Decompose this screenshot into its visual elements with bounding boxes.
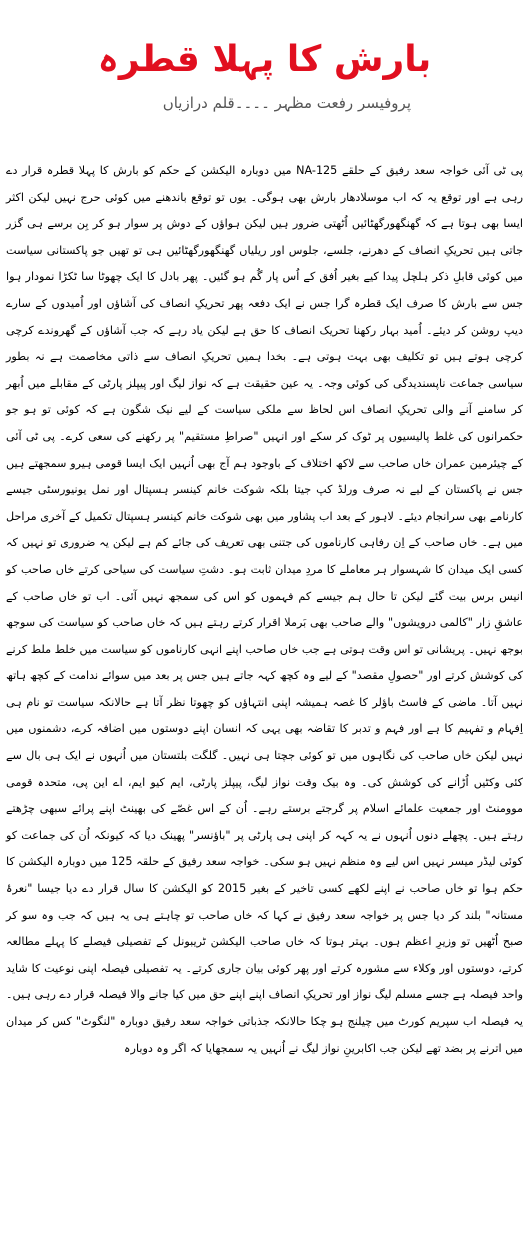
article-body <box>6 158 523 1062</box>
article-body-text: پی ٹی آئی خواجہ سعد رفیق کے حلقے NA-125 میں دوبارہ الیکشن کے حکم کو بارش کا پہلا قطرہ قرار دے رہی ہے اور توقع یہ کہ اب موسلادھار بارش بھی ہوگی۔ یوں تو توقع باندھنے میں کوئی حرج نہیں لیکن اکثر ایسا بھی ہوتا ہے کہ گھنگھورگھٹائیں اُٹھتی ضرور ہیں لیکن ہواؤں کے دوش پر سوار ہو کر بِن برسے ہی گزر جاتی ہیں تحریکِ انصاف کے دھرنے، جلسے، جلوس اور ریلیاں گھنگھورگھٹائیں ہی تو تھیں جو پاکستانی سیاست میں کوئی قابلِ ذکر ہلچل پیدا کیے بغیر اُفق کے اُس پار گُم ہو گئیں۔ پھر بادل کا ایک چھوٹا سا ٹکڑا نمودار ہوا جس سے بارش کا صرف ایک قطرہ گرا جس نے ایک دفعہ پھر تحریکِ انصاف کی آشاؤں اور اُمیدوں کے سارے دیپ روشن کر دیئے۔ اُمید بہار رکھنا تحریک انصاف کا حق ہے لیکن یاد رہے کہ جب آشاؤں کے گھروندے کرچی کرچی ہوتے ہیں تو تکلیف بھی بہت ہوتی ہے۔ بخدا ہمیں تحریکِ انصاف سے ذاتی مخاصمت ہے نہ بطور سیاسی جماعت ناپسندیدگی کی کوئی وجہ۔ یہ عین حقیقت ہے کہ نواز لیگ اور پیپلز پارٹی کے مقابلے میں اُبھر کر سامنے آنے والی تحریکِ انصاف اس لحاظ سے ملکی سیاست کے لیے نیک شگون ہے کہ کوئی تو ہو جو حکمرانوں کی غلط پالیسیوں پر ٹوک کر سکے اور انہیں "صراطِ مستقیم" پر رکھنے کی سعی کرے۔ پی ٹی آئی کے چیئرمین عمران خاں صاحب سے لاکھ اختلاف کے باوجود ہم آج بھی اُنہیں ایک ایسا قومی ہیرو سمجھتے ہیں جس نے پاکستان کے لیے نہ صرف ورلڈ کپ جیتا بلکہ شوکت خانم کینسر ہسپتال اور نمل یونیورسٹی جیسے کارنامے بھی سرانجام دیئے۔ لاہور کے بعد اب پشاور میں بھی شوکت خانم کینسر ہسپتال تکمیل کے آخری مراحل میں ہے۔ خاں صاحب کے اِن رفاہی کارناموں کی جتنی بھی تعریف کی جائے کم ہے لیکن یہ ضروری تو نہیں کہ کسی ایک میدان کا شہسوار ہر معاملے کا مردِ میدان ثابت ہو۔ دشتِ سیاست کی سیاحی کرتے خاں صاحب کو انیس برس بیت گئے لیکن تا حال ہم جیسے کم فہموں کو اس کی سمجھ نہیں آئی۔ اب تو خاں صاحب کے عاشقِ زار "کالمی درویشوں" والے صاحب بھی بَرملا اقرار کرتے رہتے ہیں کہ خاں صاحب کو سیاست کی سوجھ بوجھ نہیں۔ پریشانی تو اس وقت ہوتی ہے جب خاں صاحب اپنے انہی کارناموں کو سیاست میں خلط ملط کرنے کی کوشش کرتے اور "حصولِ مقصد" کے لیے وہ کچھ کہہ جاتے ہیں جس پر بعد میں سوائے ندامت کے کچھ ہاتھ نہیں آتا۔ ماضی کے فاسٹ باؤلر کا غصہ ہمیشہ اپنی انتہاؤں کو چھوتا نظر آتا ہے حالانکہ سیاست تو نام ہی اِفہام و تفہیم کا ہے اور فہم و تدبر کا تقاضہ بھی یہی کہ انسان اپنے دوستوں میں اضافہ کرے، دشمنوں میں نہیں لیکن خاں صاحب کی نگاہوں میں تو کوئی جچتا ہی نہیں۔ گلگت بلتستان میں اُنہوں نے ایک ہی بال سے کئی وکٹیں اُڑانے کی کوشش کی۔ وہ بیک وقت نواز لیگ، پیپلز پارٹی، ایم کیو ایم، اے این پی، متحدہ قومی موومنٹ اور جمعیت علمائے اسلام پر گرجتے برستے رہے۔ اُن کے اس غصّے کی بھینٹ اپنے پرائے سبھی چڑھتے رہتے ہیں۔ پچھلے دنوں اُنہوں نے یہ کہہ کر اپنی ہی پارٹی پر "باؤنسر" پھینک دیا کہ کیونکہ اُن کی جماعت کو کوئی لیڈر میسر نہیں اس لیے وہ منظم نہیں ہو سکی۔ خواجہ سعد رفیق کے حلقہ 125 میں دوبارہ الیکشن کا حکم ہوا تو خاں صاحب نے اپنے لکھے کسی تاخیر کے بغیر 2015 کو الیکشن کا سال قرار دے دیا جیسا "نعرۂ مستانہ" بلند کر دیا جس پر خواجہ سعد رفیق نے کہا کہ خاں صاحب تو چاہتے ہی یہ ہیں کہ جب وہ سو کر صبح اُٹھیں تو وزیرِ اعظم ہوں۔ بہتر ہوتا کہ خاں صاحب الیکشن ٹریبونل کے تفصیلی فیصلے کا پہلے مطالعہ کرتے، دوستوں اور وکلاء سے مشورہ کرتے اور پھر کوئی بیان جاری کرتے۔ یہ تفصیلی فیصلہ اپنی نوعیت کا شاید واحد فیصلہ ہے جسے مسلم لیگ نواز اور تحریکِ انصاف اپنے اپنے حق میں کیا جانے والا فیصلہ قرار دے رہی ہیں۔ یہ فیصلہ اب سپریم کورٹ میں چیلنج ہو چکا حالانکہ جذباتی خواجہ سعد رفیق دوبارہ "لنگوٹ" کس کر میدان میں اترنے پر بضد تھے لیکن جب اکابرینِ نواز لیگ نے اُنہیں یہ سمجھایا کہ اگر وہ دوبارہ <box>6 164 524 1055</box>
article-byline: پروفیسر رفعت مظہر ۔۔۔۔قلم درازیاں <box>162 94 411 112</box>
article-headline: بارش کا پہلا قطرہ <box>97 39 432 80</box>
